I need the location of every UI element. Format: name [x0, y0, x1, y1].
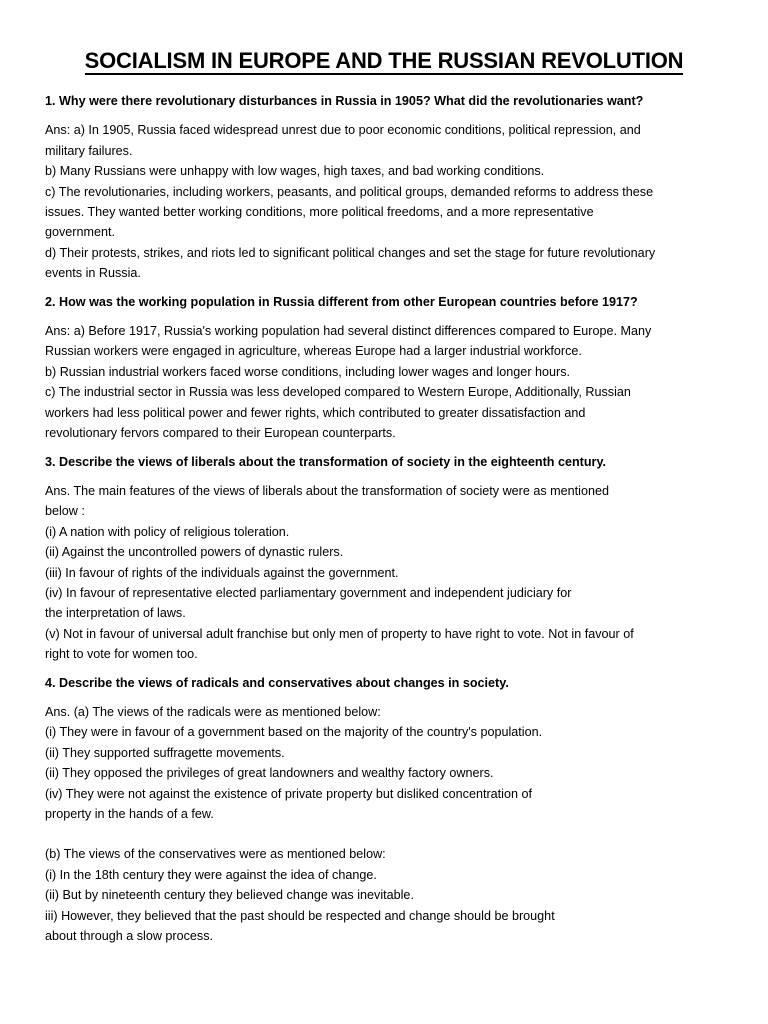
answer-line: below :	[45, 504, 85, 519]
answer-line: (ii) But by nineteenth century they believed change was inevitable.	[45, 888, 414, 903]
answer-1	[45, 120, 735, 283]
question-3: 3. Describe the views of liberals about the transformation of society in the eighteenth century.	[45, 454, 607, 469]
answer-line: iii) However, they believed that the past should be respected and change should be brought	[45, 908, 555, 923]
answer-line: (i) They were in favour of a government based on the majority of the country's population.	[45, 725, 543, 740]
question-4: 4. Describe the views of radicals and conservatives about changes in society.	[45, 675, 509, 690]
answer-line: (iv) They were not against the existence of private property but disliked concentration of	[45, 786, 532, 801]
answer-line: events in Russia.	[45, 266, 141, 281]
answer-line: revolutionary fervors compared to their European counterparts.	[45, 426, 396, 441]
answer-line: Ans: a) Before 1917, Russia's working population had several distinct differences compared to Europe. Many	[45, 324, 652, 339]
answer-line: b) Russian industrial workers faced worse conditions, including lower wages and longer hours.	[45, 364, 571, 379]
answer-line: (ii) Against the uncontrolled powers of dynastic rulers.	[45, 545, 344, 560]
answer-line: b) Many Russians were unhappy with low wages, high taxes, and bad working conditions.	[45, 164, 545, 179]
answer-line: (i) In the 18th century they were against the idea of change.	[45, 867, 377, 882]
answer-line: (i) A nation with policy of religious toleration.	[45, 524, 290, 539]
answer-line: c) The industrial sector in Russia was less developed compared to Western Europe, Additionally, Russian	[45, 385, 631, 400]
answer-line: Ans. (a) The views of the radicals were as mentioned below:	[45, 704, 381, 719]
answer-line: right to vote for women too.	[45, 647, 198, 662]
answer-line: government.	[45, 225, 116, 240]
answer-line: property in the hands of a few.	[45, 807, 214, 821]
page-title	[0, 47, 768, 75]
answer-line: d) Their protests, strikes, and riots led to significant political changes and set the stage for future revolutionary	[45, 245, 656, 260]
answer-line: (ii) They supported suffragette movements.	[45, 745, 285, 760]
answer-line: issues. They wanted better working conditions, more political freedoms, and a more representative	[45, 205, 594, 220]
answer-line: (iii) In favour of rights of the individuals against the government.	[45, 565, 399, 580]
question-1: 1. Why were there revolutionary disturbances in Russia in 1905? What did the revolutionaries want?	[45, 94, 644, 108]
answer-line: c) The revolutionaries, including workers, peasants, and political groups, demanded reforms to address these	[45, 184, 654, 199]
paragraph-gap	[45, 824, 735, 844]
answer-line: military failures.	[45, 143, 133, 158]
question-2: 2. How was the working population in Russia different from other European countries before 1917?	[45, 294, 638, 309]
answer-line: (iv) In favour of representative elected parliamentary government and independent judiciary for	[45, 585, 572, 600]
answer-3	[45, 481, 735, 665]
answer-line: (ii) They opposed the privileges of great landowners and wealthy factory owners.	[45, 766, 494, 781]
answer-line: (v) Not in favour of universal adult franchise but only men of property to have right to vote. Not in favour of	[45, 626, 634, 641]
answer-line: about through a slow process.	[45, 929, 214, 944]
answer-line: the interpretation of laws.	[45, 606, 186, 621]
answer-2	[45, 321, 735, 443]
answer-line: (b) The views of the conservatives were as mentioned below:	[45, 847, 386, 862]
document-body	[45, 91, 735, 954]
answer-4	[45, 702, 735, 946]
page-title-text: SOCIALISM IN EUROPE AND THE RUSSIAN REVOLUTION	[84, 48, 684, 73]
answer-line: Ans. The main features of the views of liberals about the transformation of society were as mentioned	[45, 483, 609, 498]
answer-line: Russian workers were engaged in agriculture, whereas Europe had a larger industrial workforce.	[45, 344, 582, 359]
answer-line: Ans: a) In 1905, Russia faced widespread unrest due to poor economic conditions, political repression, and	[45, 123, 641, 138]
answer-line: workers had less political power and fewer rights, which contributed to greater dissatisfaction and	[45, 405, 586, 420]
